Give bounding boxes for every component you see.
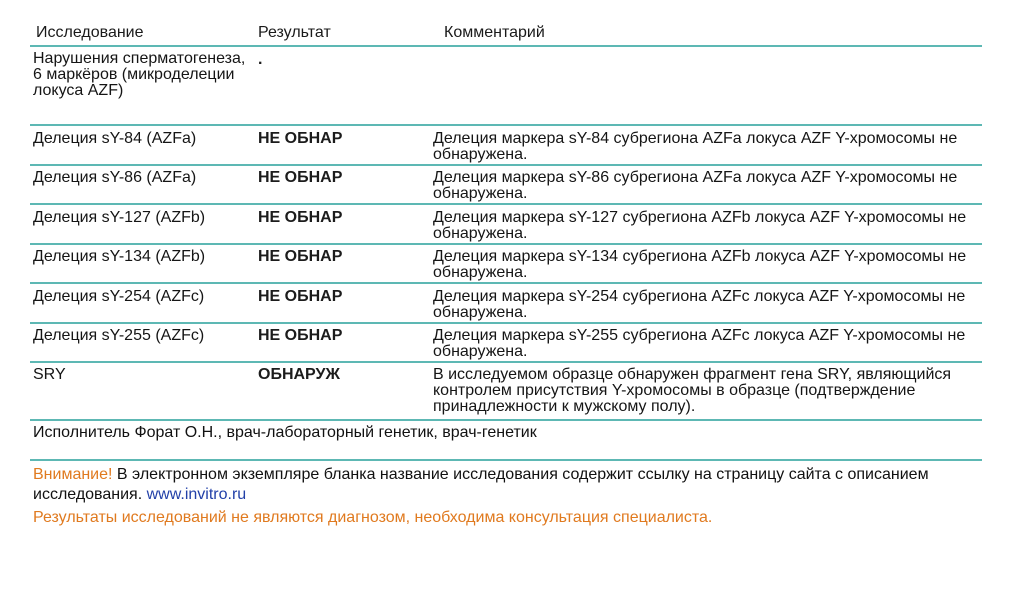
result-value: ОБНАРУЖ [258,366,340,383]
disclaimer-text: Результаты исследований не являются диагнозом, необходима консультация специалиста. [33,509,713,526]
row-divider [30,282,982,284]
table-row [30,168,982,202]
study-name[interactable]: Делеция sY-127 (AZFb) [33,209,206,226]
result-value: НЕ ОБНАР [258,130,343,147]
result-value: . [258,51,263,68]
result-value: НЕ ОБНАР [258,327,343,344]
row-divider [30,361,982,363]
comment-text: Делеция маркера sY-134 субрегиона AZFb локуса AZF Y-хромосомы не обнаружена. [433,248,967,281]
comment-text: Делеция маркера sY-84 субрегиона AZFa локуса AZF Y-хромосомы не обнаружена. [433,130,958,163]
invitro-link[interactable]: www.invitro.ru [146,486,247,503]
row-divider [30,243,982,245]
column-header-comment: Комментарий [444,24,545,41]
footer-divider [30,459,982,461]
table-row [30,50,982,124]
column-header-result: Результат [258,24,331,41]
table-row [30,326,982,360]
result-value: НЕ ОБНАР [258,288,343,305]
warning-label: Внимание! [33,466,113,483]
warning-text: В электронном экземпляре бланка название исследования содержит ссылку на страницу сайта с описанием исследования. [33,466,929,503]
performer-line: Исполнитель Форат О.Н., врач-лабораторный генетик, врач-генетик [33,424,537,441]
table-row [30,366,982,418]
study-name[interactable]: Делеция sY-254 (AZFc) [33,288,205,305]
result-value: НЕ ОБНАР [258,169,343,186]
comment-text: В исследуемом образце обнаружен фрагмент гена SRY, являющийся контролем присутствия Y-хромосомы в образце (подтверждение принадлежности к мужскому полу). [433,366,952,415]
comment-text: Делеция маркера sY-127 субрегиона AZFb локуса AZF Y-хромосомы не обнаружена. [433,209,967,242]
study-name[interactable]: Делеция sY-84 (AZFa) [33,130,197,147]
comment-text: Делеция маркера sY-86 субрегиона AZFa локуса AZF Y-хромосомы не обнаружена. [433,169,958,202]
comment-text: Делеция маркера sY-254 субрегиона AZFc локуса AZF Y-хромосомы не обнаружена. [433,288,966,321]
study-name[interactable]: Делеция sY-255 (AZFc) [33,327,205,344]
table-row [30,247,982,281]
row-divider [30,203,982,205]
row-divider [30,164,982,166]
study-name[interactable]: SRY [33,366,66,383]
header-divider [30,45,982,47]
row-divider [30,322,982,324]
column-header-study: Исследование [36,24,144,41]
study-name[interactable]: Делеция sY-134 (AZFb) [33,248,206,265]
table-row [30,129,982,163]
row-divider [30,124,982,126]
result-value: НЕ ОБНАР [258,248,343,265]
study-name[interactable]: Нарушения сперматогенеза, 6 маркёров (микроделеции локуса AZF) [33,50,246,99]
comment-text: Делеция маркера sY-255 субрегиона AZFc локуса AZF Y-хромосомы не обнаружена. [433,327,966,360]
study-name[interactable]: Делеция sY-86 (AZFa) [33,169,197,186]
notice-paragraph [33,465,988,505]
result-value: НЕ ОБНАР [258,209,343,226]
table-row [30,208,982,242]
table-row [30,287,982,321]
row-divider [30,419,982,421]
